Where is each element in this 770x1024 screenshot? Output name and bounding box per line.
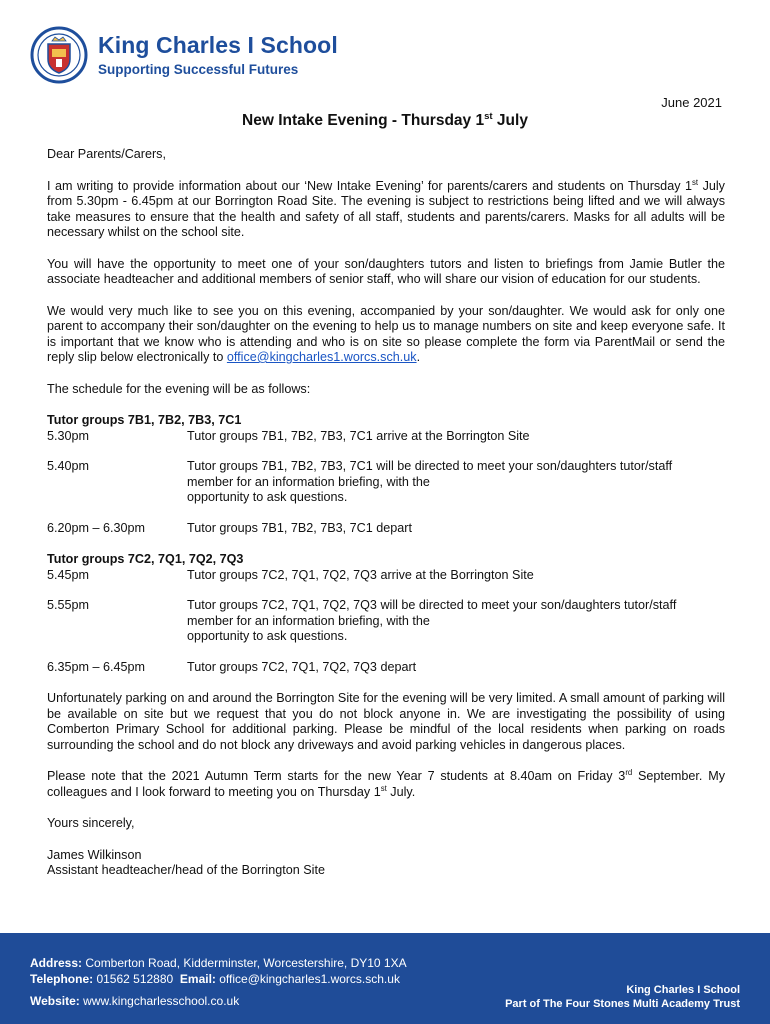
paragraph-intro-sup: st — [692, 177, 699, 187]
schedule-description-line: opportunity to ask questions. — [187, 629, 348, 643]
letter-title — [0, 112, 770, 130]
address-label: Address: — [30, 956, 83, 970]
schedule-description — [187, 598, 725, 645]
schedule-description: Tutor groups 7C2, 7Q1, 7Q2, 7Q3 arrive at the Borrington Site — [187, 567, 534, 582]
website-label: Website: — [30, 994, 80, 1008]
paragraph-intro — [47, 179, 725, 241]
schedule-group-1 — [47, 413, 725, 536]
schedule-time: 6.35pm – 6.45pm — [47, 659, 146, 674]
schedule-row — [47, 598, 725, 645]
schedule-time: 6.20pm – 6.30pm — [47, 520, 146, 535]
schedule-description-line: member for an information briefing, with the — [187, 474, 430, 489]
paragraph-parking: Unfortunately parking on and around the Borrington Site for the evening will be very limited. A small amount of parking will be available on site but we request that you do not block anyone in. We are investigating the possibility of using Comberton Primary School for additional parking. Please be mindful of the local residents when parking on roads surrounding the school and do not block any driveways and avoid parking vehicles in dangerous places. — [47, 691, 725, 752]
letter-date: June 2021 — [661, 95, 722, 110]
footer-address — [30, 956, 407, 970]
footer-trust-name: Part of The Four Stones Multi Academy Trust — [505, 998, 740, 1010]
term-text-2: September. My colleagues and I look forward to meeting you on Thursday 1 — [47, 769, 725, 799]
schedule-row — [47, 568, 725, 584]
paragraph-attendance-text: We would very much like to see you on this evening, accompanied by your son/daughter. We would ask for only one parent to accompany their son/daughter on the evening to help us to manage numbers on site and keep everyone safe. It is important that we know who is attending and who is on site so please complete the form via ParentMail or send the reply slip below electronically to — [47, 303, 725, 364]
schedule-time: 5.40pm — [47, 459, 90, 473]
signer-role: Assistant headteacher/head of the Borrington Site — [47, 863, 325, 877]
schedule-time: 5.45pm — [47, 567, 90, 582]
closing: Yours sincerely, — [47, 816, 135, 830]
schedule-description: Tutor groups 7B1, 7B2, 7B3, 7C1 arrive at the Borrington Site — [187, 428, 530, 443]
schedule-group-heading: Tutor groups 7B1, 7B2, 7B3, 7C1 — [47, 413, 242, 427]
school-name: King Charles I School — [98, 32, 338, 58]
telephone-label: Telephone: — [30, 972, 94, 986]
schedule-description-line: Tutor groups 7B1, 7B2, 7B3, 7C1 will be directed to meet your son/daughters tutor/staff — [187, 459, 673, 473]
email-link[interactable]: office@kingcharles1.worcs.sch.uk — [226, 350, 417, 364]
title-end: July — [492, 112, 528, 129]
signer-name: James Wilkinson — [47, 847, 142, 862]
footer-website — [30, 994, 239, 1008]
footer-school-name: King Charles I School — [626, 984, 740, 996]
school-tagline: Supporting Successful Futures — [98, 62, 299, 77]
salutation: Dear Parents/Carers, — [47, 147, 166, 161]
schedule-group-heading: Tutor groups 7C2, 7Q1, 7Q2, 7Q3 — [47, 552, 244, 566]
schedule-description-line: member for an information briefing, with the — [187, 613, 430, 628]
school-crest-icon — [30, 26, 88, 84]
paragraph-attendance — [47, 304, 725, 366]
term-text-3: July. — [386, 784, 416, 799]
paragraph-term-start — [47, 769, 725, 800]
paragraph-intro-text: I am writing to provide information about our ‘New Intake Evening’ for parents/carers and students on Thursday 1 — [47, 178, 692, 193]
schedule-time: 5.30pm — [47, 428, 90, 443]
paragraph-intro-text-2: July from 5.30pm - 6.45pm at our Borrington Road Site. The evening is subject to restrictions being lifted and we will always take measures to ensure that the health and safety of all staff, students and parents/carers. Masks for all adults will be necessary whilst on the school site. — [47, 178, 725, 239]
schedule-description: Tutor groups 7C2, 7Q1, 7Q2, 7Q3 depart — [187, 659, 417, 674]
schedule-row — [47, 429, 725, 445]
letter-body — [47, 147, 725, 879]
term-sup-2: st — [380, 783, 387, 793]
schedule-row — [47, 660, 725, 676]
schedule-description: Tutor groups 7B1, 7B2, 7B3, 7C1 depart — [187, 520, 412, 535]
schedule-row — [47, 459, 725, 506]
schedule-intro: The schedule for the evening will be as follows: — [47, 381, 311, 396]
address-value: Comberton Road, Kidderminster, Worcestershire, DY10 1XA — [82, 956, 407, 970]
schedule-description-line: Tutor groups 7C2, 7Q1, 7Q2, 7Q3 will be directed to meet your son/daughters tutor/staff — [187, 598, 677, 612]
email-value[interactable]: office@kingcharles1.worcs.sch.uk — [215, 972, 400, 986]
telephone-value: 01562 512880 — [93, 972, 174, 986]
schedule-row — [47, 521, 725, 537]
term-text: Please note that the 2021 Autumn Term starts for the new Year 7 students at 8.40am on Friday 3 — [47, 769, 626, 783]
schedule-description — [187, 459, 725, 506]
letterhead — [30, 26, 450, 86]
footer-band — [0, 933, 770, 1024]
term-sup: rd — [625, 767, 633, 777]
paragraph-tutors: You will have the opportunity to meet one of your son/daughters tutors and listen to briefings from Jamie Butler the associate headteacher and additional members of senior staff, who will share our vision of education for our students. — [47, 256, 725, 286]
schedule-time: 5.55pm — [47, 598, 90, 612]
title-superscript: st — [484, 110, 493, 122]
schedule-description-line: opportunity to ask questions. — [187, 490, 348, 504]
title-text: New Intake Evening - Thursday 1 — [242, 112, 485, 129]
paragraph-attendance-end: . — [416, 350, 421, 364]
footer-contact — [30, 972, 400, 986]
schedule-group-2 — [47, 552, 725, 675]
email-label: Email: — [179, 972, 216, 986]
website-value[interactable]: www.kingcharlesschool.co.uk — [79, 994, 240, 1008]
